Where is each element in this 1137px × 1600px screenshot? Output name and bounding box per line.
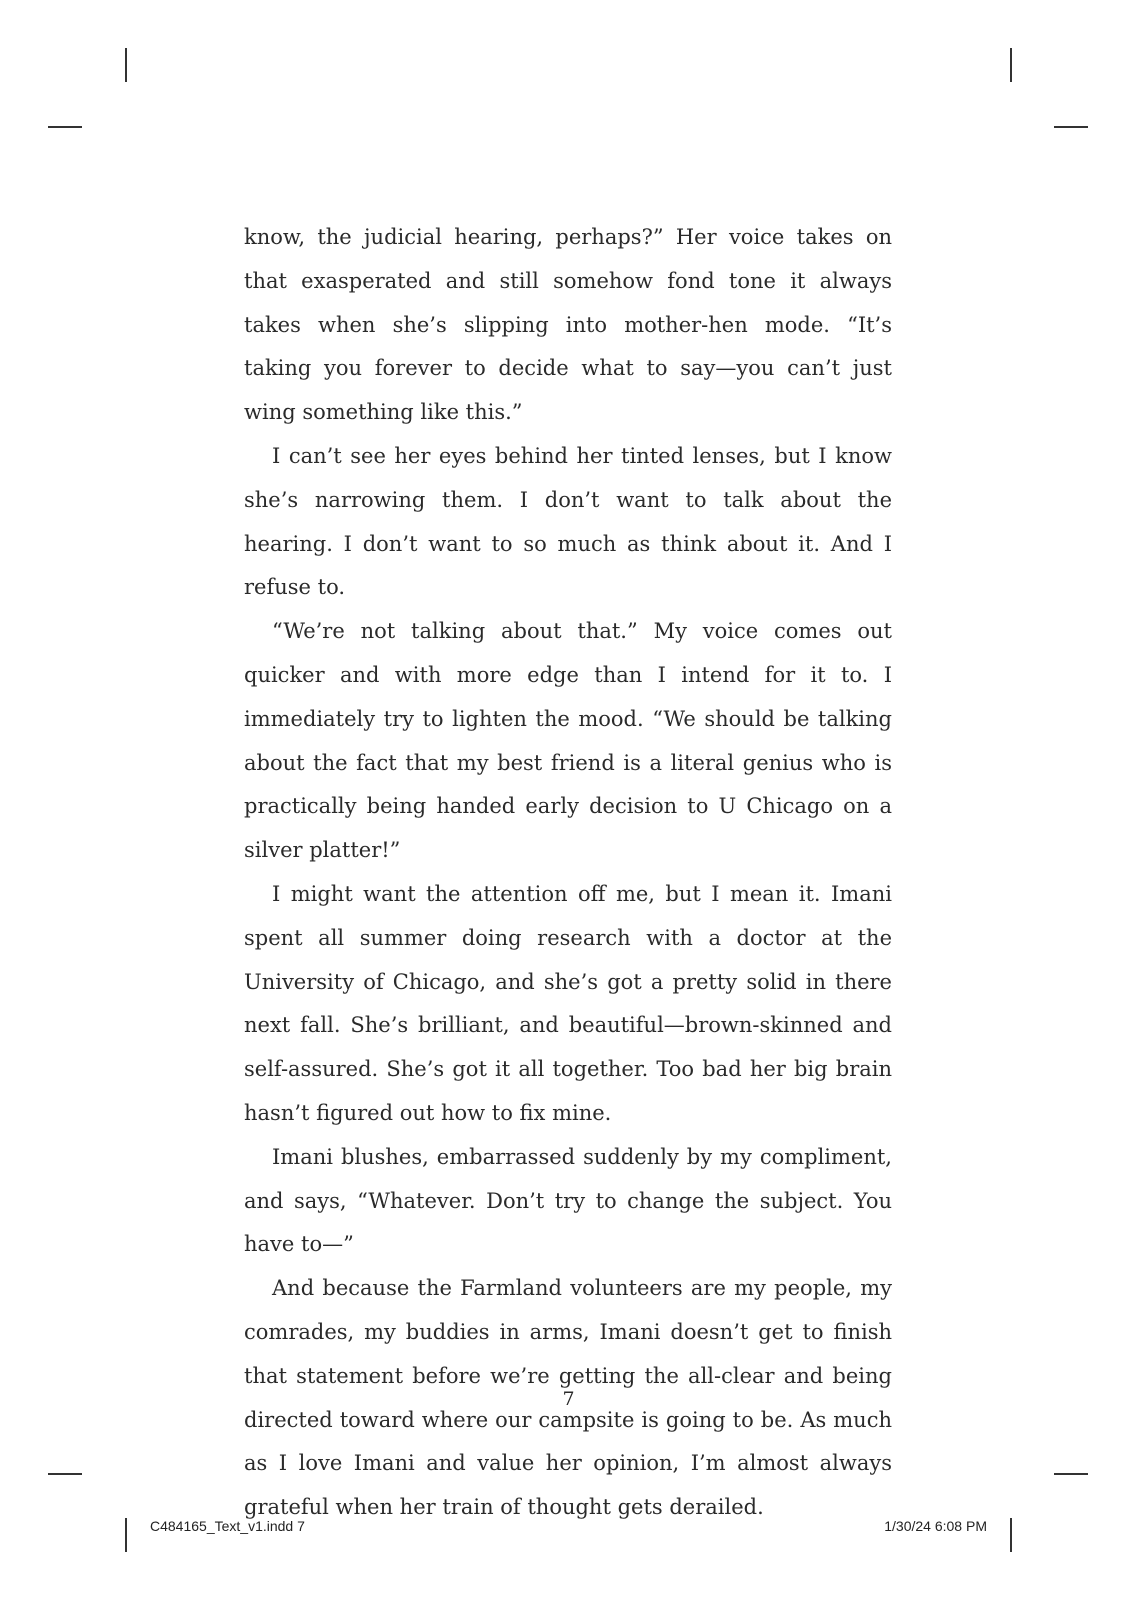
- page-body-text: [244, 216, 892, 1530]
- paragraph: And because the Farmland volunteers are my people, my comrades, my buddies in arms, Imani doesn’t get to finish that statement before we’re getting the all-clear and being directed toward where our campsite is going to be. As much as I love Imani and value her opinion, I’m almost always grateful when her train of thought gets derailed.: [244, 1276, 892, 1520]
- paragraph: I might want the attention off me, but I mean it. Imani spent all summer doing research with a doctor at the University of Chicago, and she’s got a pretty solid in there next fall. She’s brilliant, and beautiful—brown-skinned and self-assured. She’s got it all together. Too bad her big brain hasn’t figured out how to fix mine.: [244, 881, 892, 1125]
- paragraph: Imani blushes, embarrassed suddenly by my compliment, and says, “Whatever. Don’t try to change the subject. You have to—”: [244, 1144, 892, 1257]
- paragraph: know, the judicial hearing, perhaps?” Her voice takes on that exasperated and still somehow fond tone it always takes when she’s slipping into mother-hen mode. “It’s taking you forever to decide what to say—you can’t just wing something like this.”: [244, 225, 892, 425]
- crop-mark-bottom-left-horizontal: [48, 1473, 82, 1475]
- slug-timestamp: 1/30/24 6:08 PM: [884, 1518, 987, 1534]
- crop-mark-bottom-left-vertical: [125, 1518, 127, 1552]
- paragraph: I can’t see her eyes behind her tinted lenses, but I know she’s narrowing them. I don’t want to talk about the hearing. I don’t want to so much as think about it. And I refuse to.: [244, 443, 892, 600]
- crop-mark-top-right-horizontal: [1054, 126, 1088, 128]
- paragraph: “We’re not talking about that.” My voice comes out quicker and with more edge than I intend for it to. I immediately try to lighten the mood. “We should be talking about the fact that my best friend is a literal genius who is practically being handed early decision to U Chicago on a silver platter!”: [244, 619, 892, 863]
- crop-mark-top-left-horizontal: [48, 126, 82, 128]
- slug-file-name: C484165_Text_v1.indd 7: [150, 1518, 305, 1534]
- crop-mark-bottom-right-vertical: [1010, 1518, 1012, 1552]
- crop-mark-top-right-vertical: [1010, 48, 1012, 82]
- crop-mark-top-left-vertical: [125, 48, 127, 82]
- crop-mark-bottom-right-horizontal: [1054, 1473, 1088, 1475]
- page-number: 7: [562, 1388, 575, 1410]
